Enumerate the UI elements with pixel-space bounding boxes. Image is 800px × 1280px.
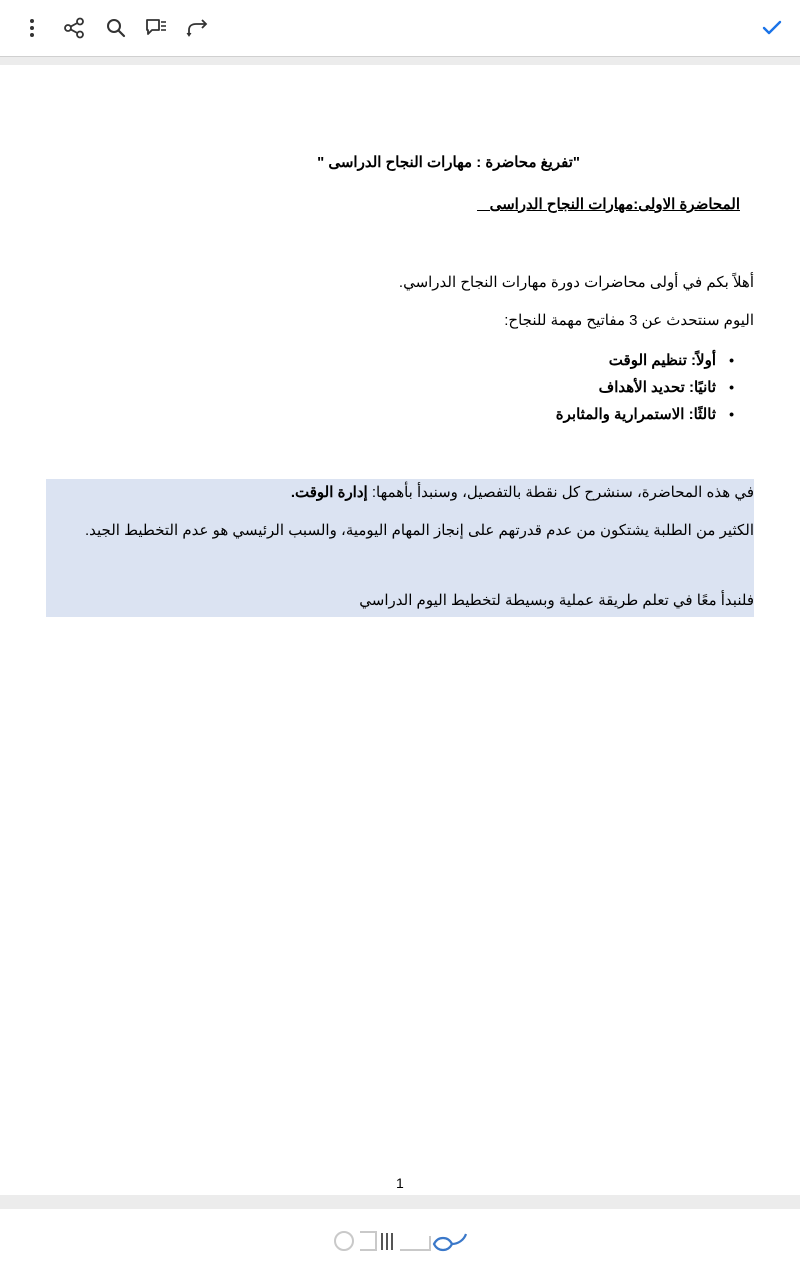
- highlight-line-1-bold: إدارة الوقت.: [290, 484, 368, 501]
- document-subtitle: المحاضرة الاولى:مهارات النجاح الدراسى _: [477, 196, 740, 213]
- intro-line-1: أهلاً بكم في أولى محاضرات دورة مهارات النجاح الدراسي.: [398, 274, 754, 291]
- checkmark-icon[interactable]: [758, 14, 786, 42]
- intro-line-2: اليوم سنتحدث عن 3 مفاتيح مهمة للنجاح:: [504, 312, 754, 329]
- page-top-gap: [0, 57, 800, 65]
- comment-icon[interactable]: [142, 14, 170, 42]
- document-title: "تفريغ محاضرة : مهارات النجاح الدراسى ": [317, 154, 580, 171]
- redo-icon[interactable]: [184, 14, 212, 42]
- highlight-line-1: [60, 479, 754, 507]
- highlight-line-3: فلنبدأ معًا في تعلم طريقة عملية وبسيطة لتخطيط اليوم الدراسي: [359, 592, 754, 609]
- highlight-line-2: الكثير من الطلبة يشتكون من عدم قدرتهم على إنجاز المهام اليومية، والسبب الرئيسي هو عدم التخطيط الجيد.: [84, 522, 754, 539]
- watermark-logo-icon: [330, 1222, 470, 1256]
- search-icon[interactable]: [102, 14, 130, 42]
- share-icon[interactable]: [60, 14, 88, 42]
- top-toolbar: [0, 0, 800, 57]
- highlight-line-1-text: في هذه المحاضرة، سنشرح كل نقطة بالتفصيل، وسنبدأ بأهمها:: [367, 484, 754, 501]
- more-vertical-icon[interactable]: [18, 14, 46, 42]
- document-page[interactable]: [0, 65, 800, 1195]
- list-item: • أولاً: تنظيم الوقت: [556, 347, 734, 374]
- page-bottom-gap: [0, 1195, 800, 1209]
- list-item: • ثانيًا: تحديد الأهداف: [556, 374, 734, 401]
- page-number: 1: [396, 1175, 404, 1191]
- list-item: • ثالثًا: الاستمرارية والمثابرة: [556, 401, 734, 428]
- key-points-list: [556, 347, 734, 428]
